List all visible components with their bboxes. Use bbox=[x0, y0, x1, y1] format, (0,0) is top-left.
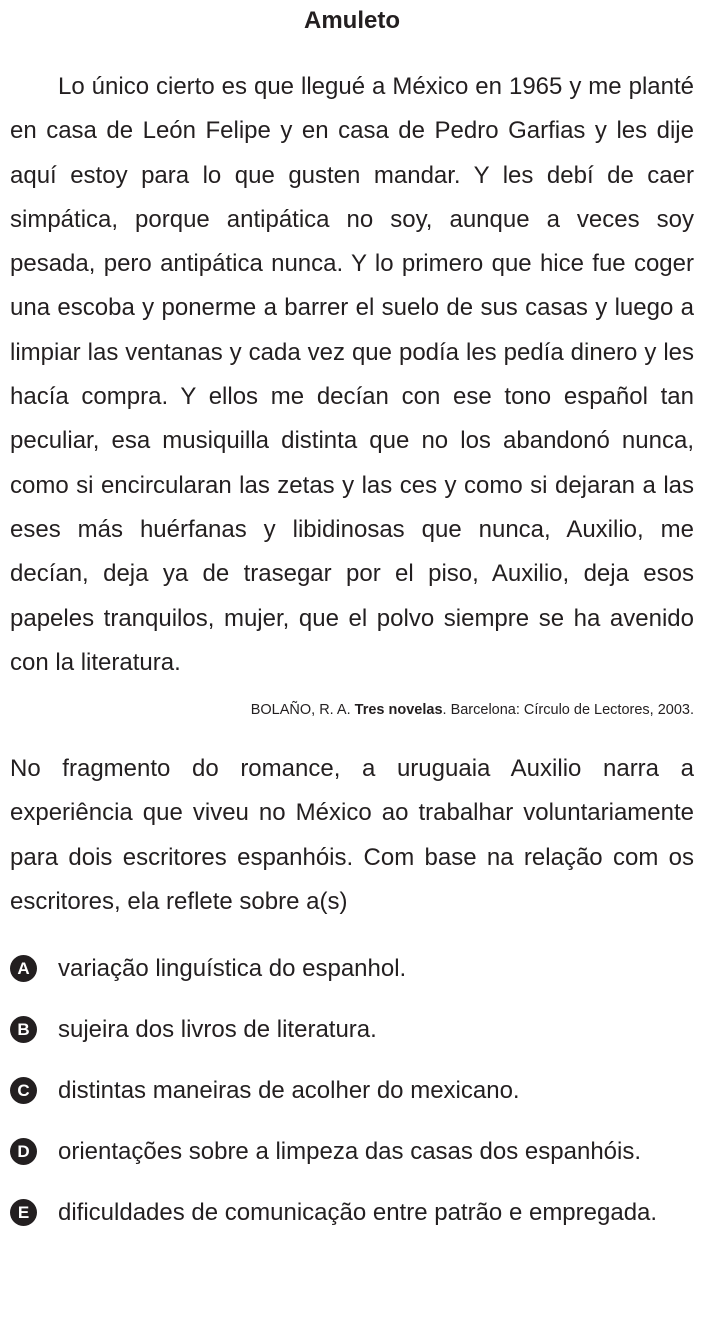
option-e[interactable] bbox=[10, 1186, 694, 1240]
option-a[interactable] bbox=[10, 942, 694, 1003]
option-text-c: distintas maneiras de acolher do mexicano. bbox=[58, 1077, 520, 1105]
option-letter-b: B bbox=[10, 1016, 37, 1043]
citation bbox=[10, 701, 694, 719]
exam-question bbox=[10, 0, 694, 1240]
question-stem: No fragmento do romance, a uruguaia Auxilio narra a experiência que viveu no México ao trabalhar voluntariamente para dois escritores espanhóis. Com base na relação com os escritores, ela reflete sobre a(s) bbox=[10, 755, 694, 916]
citation-author: BOLAÑO, R. A. bbox=[250, 702, 351, 719]
option-text-a: variação linguística do espanhol. bbox=[58, 955, 407, 983]
text-title: Amuleto bbox=[304, 7, 400, 34]
citation-work: Tres novelas bbox=[354, 702, 443, 719]
option-text-b: sujeira dos livros de literatura. bbox=[58, 1016, 377, 1044]
answer-options bbox=[10, 942, 694, 1240]
citation-details: . Barcelona: Círculo de Lectores, 2003. bbox=[442, 702, 694, 719]
passage-text: Lo único cierto es que llegué a México en 1965 y me planté en casa de León Felipe y en casa de Pedro Garfias y les dije aquí estoy para lo que gusten mandar. Y les debí de caer simpática, porque antipática no soy, aunque a veces soy pesada, pero antipática nunca. Y lo primero que hice fue coger una escoba y ponerme a barrer el suelo de sus casas y luego a limpiar las ventanas y cada vez que podía les pedía dinero y les hacía compra. Y ellos me decían con ese tono español tan peculiar, esa musiquilla distinta que no los abandonó nunca, como si encircularan las zetas y las ces y como si dejaran a las eses más huérfanas y libidinosas que nunca, Auxilio, me decían, deja ya de trasegar por el piso, Auxilio, deja esos papeles tranquilos, mujer, que el polvo siempre se ha avenido con la literatura. bbox=[10, 73, 694, 676]
option-letter-e: E bbox=[10, 1199, 37, 1226]
option-c[interactable] bbox=[10, 1064, 694, 1125]
option-b[interactable] bbox=[10, 1003, 694, 1064]
option-text-e: dificuldades de comunicação entre patrão e empregada. bbox=[58, 1199, 658, 1227]
option-letter-c: C bbox=[10, 1077, 37, 1104]
option-text-d: orientações sobre a limpeza das casas dos espanhóis. bbox=[58, 1138, 642, 1166]
option-letter-d: D bbox=[10, 1138, 37, 1165]
option-letter-a: A bbox=[10, 955, 37, 982]
option-d[interactable] bbox=[10, 1125, 694, 1186]
